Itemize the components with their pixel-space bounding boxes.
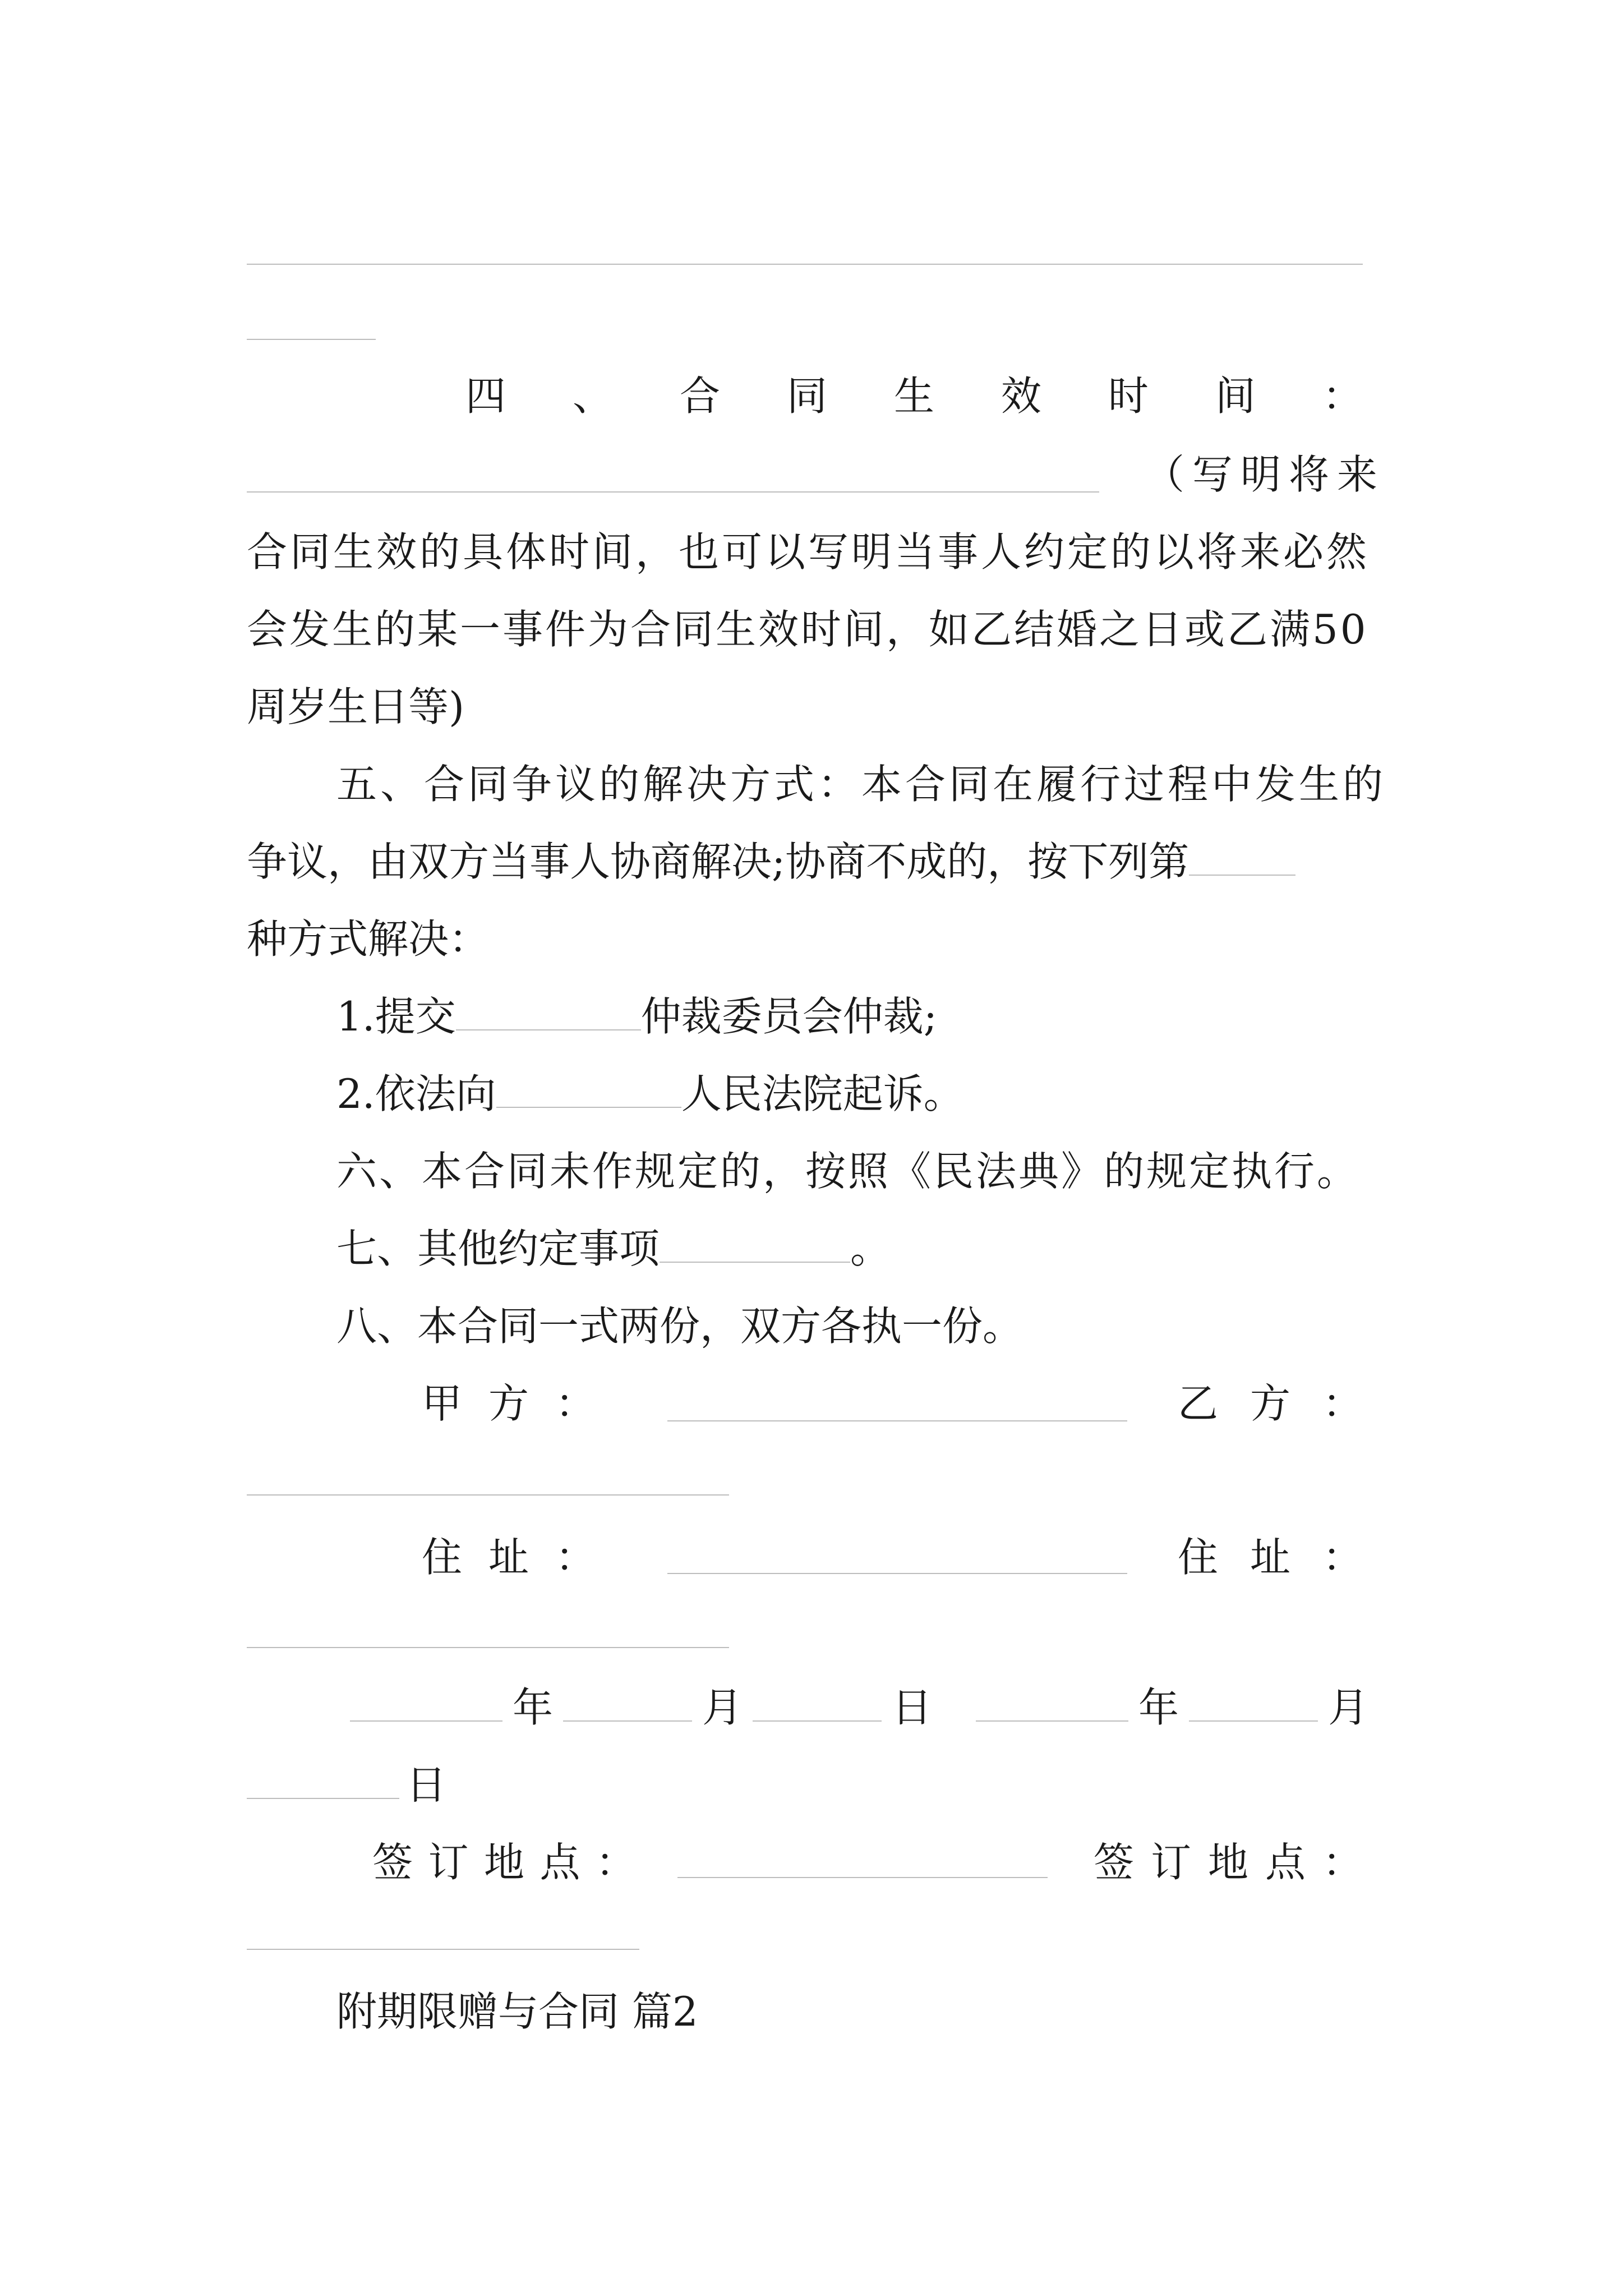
clause4-note-line: 合同生效的具体时间，也可以写明当事人约定的以将来必然 — [247, 528, 1370, 576]
effective-time-blank — [247, 491, 1099, 493]
month-b-blank — [1189, 1681, 1318, 1722]
clause4-note-line: 会发生的某一事件为合同生效时间，如乙结婚之日或乙满50 — [247, 606, 1368, 653]
clause6: 六、本合同未作规定的，按照《民法典》的规定执行。 — [336, 1148, 1360, 1195]
clause5-line: 五、合同争议的解决方式：本合同在履行过程中发生的 — [336, 761, 1387, 808]
litigation-option: 2.依法向 人民法院起诉。 — [336, 1066, 964, 1122]
year-b-blank — [976, 1681, 1128, 1722]
party-b-label: 乙 方 ： — [1178, 1380, 1363, 1427]
clause8: 八、本合同一式两份，双方各执一份。 — [336, 1303, 1023, 1350]
party-a-label: 甲 方 ： — [422, 1380, 596, 1427]
month-a-blank — [563, 1681, 692, 1722]
other-matters-blank — [660, 1222, 850, 1263]
signing-place-b-blank — [247, 1949, 639, 1950]
signing-place-a-blank — [677, 1877, 1048, 1878]
party-a-blank — [667, 1420, 1127, 1421]
address-b-label: 住 址 ： — [1178, 1534, 1363, 1581]
clause7: 七、其他约定事项 。 — [336, 1221, 891, 1277]
address-b-blank — [247, 1647, 729, 1648]
next-section-title: 附期限赠与合同 篇2 — [336, 1988, 698, 2035]
party-b-blank — [247, 1494, 729, 1496]
address-a-label: 住 址 ： — [422, 1534, 596, 1581]
arbitration-committee-blank — [456, 990, 641, 1030]
blank-line — [247, 264, 1363, 265]
year-a-blank — [350, 1681, 502, 1722]
address-a-blank — [667, 1573, 1127, 1574]
clause5-line: 种方式解决： — [247, 915, 490, 963]
arbitration-option: 1.提交 仲裁委员会仲裁; — [336, 988, 937, 1045]
date-row: 年 月 日 年 月 — [350, 1680, 1378, 1736]
clause5-line: 争议，由双方当事人协商解决;协商不成的，按下列第 — [247, 834, 1295, 890]
blank-line — [247, 339, 376, 340]
method-number-blank — [1189, 835, 1295, 876]
date-row-continued: 日 — [247, 1757, 446, 1813]
signing-place-b-label: 签 订 地 点 ： — [1094, 1839, 1363, 1886]
court-blank — [496, 1068, 681, 1108]
day-a-blank — [753, 1681, 882, 1722]
day-b-blank — [247, 1759, 399, 1799]
clause4-note-line: 周岁生日等) — [247, 683, 465, 730]
clause4-heading: 四 、 合 同 生 效 时 间 ： — [465, 372, 1363, 420]
signing-place-a-label: 签 订 地 点 ： — [372, 1839, 636, 1886]
clause4-note-start: （ 写 明 将 来 — [1144, 451, 1377, 498]
